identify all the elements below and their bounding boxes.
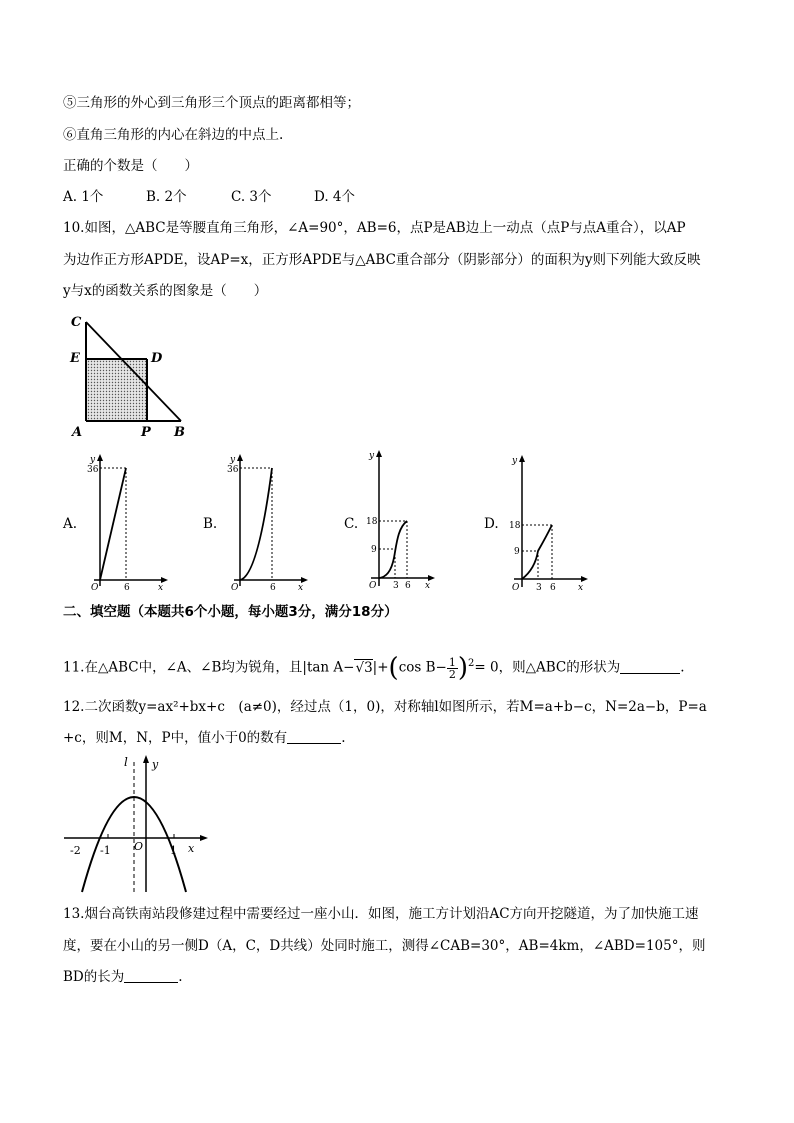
- tick-36: 36: [87, 465, 99, 475]
- axis-y-label: y: [90, 455, 96, 465]
- q9-option-d: D. 4个: [314, 189, 356, 205]
- axis-y-label: y: [369, 451, 375, 461]
- graph-label-c: C.: [344, 516, 359, 532]
- origin-label: O: [512, 583, 520, 593]
- fraction-half: [447, 657, 458, 680]
- tick-minus-2: -2: [70, 844, 81, 857]
- parabola-figure: [60, 752, 210, 898]
- tick-1: 1: [170, 844, 177, 857]
- axis-y-label: y: [152, 758, 159, 771]
- q11-prefix: 11.在△ABC中，∠A、∠B均为锐角，且|tan A−: [63, 659, 355, 676]
- graph-label-a: A.: [63, 516, 78, 532]
- q9-option-c: C. 3个: [231, 189, 272, 205]
- q13-period: .: [178, 969, 183, 985]
- tick-36: 36: [227, 465, 239, 475]
- q11-abs-close: |+: [372, 659, 389, 676]
- answer-blank[interactable]: [287, 731, 341, 744]
- shaded-region: [86, 359, 147, 421]
- axis-x-label: x: [425, 581, 431, 591]
- q13-line-1: 13.烟台高铁南站段修建过程中需要经过一座小山．如图，施工方计划沿AC方向开挖隧道，为了加快施工速: [63, 906, 699, 922]
- axis-y-label: y: [512, 456, 518, 466]
- graph-a: [86, 452, 168, 594]
- left-paren: (: [388, 653, 399, 683]
- axis-x-label: x: [158, 583, 164, 593]
- tick-6: 6: [550, 583, 556, 593]
- tick-3: 3: [536, 583, 542, 593]
- tick-minus-1: -1: [100, 844, 111, 857]
- q12-line-1: 12.二次函数y=ax²+bx+c (a≠0)，经过点（1，0)，对称轴l如图所示，若M=a+b−c，N=2a−b，P=a: [63, 699, 707, 715]
- tick-6: 6: [405, 581, 411, 591]
- axis-x-label: x: [188, 842, 195, 855]
- q12-period: .: [341, 730, 346, 746]
- fraction-numerator: 1: [448, 655, 456, 669]
- exponent: 2: [468, 658, 475, 669]
- tick-9: 9: [371, 545, 377, 555]
- graph-b: [226, 452, 308, 594]
- q12-text: +c，则M，N，P中，值小于0的数有: [63, 730, 288, 746]
- right-paren: ): [457, 653, 468, 683]
- graph-label-d: D.: [484, 516, 499, 532]
- label-b: B: [174, 425, 185, 440]
- answer-blank[interactable]: [124, 970, 178, 983]
- origin-label: O: [91, 583, 99, 593]
- q11: [63, 650, 685, 683]
- q11-period: .: [680, 659, 685, 676]
- statement-6: ⑥直角三角形的内心在斜边的中点上.: [63, 127, 284, 143]
- q11-cos: cos B−: [398, 659, 447, 676]
- origin-label: O: [369, 581, 377, 591]
- graph-label-b: B.: [203, 516, 218, 532]
- q10-line-1: 10.如图，△ABC是等腰直角三角形，∠A=90°，AB=6，点P是AB边上一动点（点P与点A重合），以AP: [63, 220, 686, 236]
- axis-y-label: y: [230, 455, 236, 465]
- label-e: E: [70, 351, 80, 366]
- q12-line-2: [63, 729, 345, 747]
- q9-option-a: A. 1个: [63, 189, 104, 205]
- origin-label: O: [134, 840, 144, 853]
- q10-line-2: 为边作正方形APDE，设AP=x，正方形APDE与△ABC重合部分（阴影部分）的面积为y则下列能大致反映: [63, 252, 701, 268]
- graph-d: [508, 453, 590, 594]
- tick-9: 9: [514, 547, 520, 557]
- tick-18: 18: [366, 517, 378, 527]
- q10-line-3: y与x的函数关系的图象是（ ）: [63, 283, 268, 299]
- q13-text: BD的长为: [63, 969, 125, 985]
- sqrt-three: √3: [355, 659, 373, 676]
- axis-of-symmetry-label: l: [124, 755, 128, 769]
- triangle-square-figure: [60, 312, 200, 440]
- label-a: A: [72, 425, 83, 440]
- tick-6: 6: [270, 583, 276, 593]
- axis-x-label: x: [578, 583, 584, 593]
- label-d: D: [151, 351, 163, 366]
- label-p: P: [141, 425, 151, 440]
- tick-6: 6: [124, 583, 130, 593]
- q9-prompt: 正确的个数是（ ）: [63, 158, 198, 174]
- tick-3: 3: [393, 581, 399, 591]
- section-heading: 二、填空题（本题共6个小题，每小题3分，满分18分）: [63, 604, 398, 620]
- answer-blank[interactable]: [620, 661, 680, 674]
- q13-line-3: [63, 968, 183, 986]
- axis-x-label: x: [298, 583, 304, 593]
- statement-5: ⑤三角形的外心到三角形三个顶点的距离都相等；: [63, 95, 360, 111]
- fraction-denominator: 2: [448, 667, 456, 681]
- tick-18: 18: [509, 521, 521, 531]
- label-c: C: [71, 315, 82, 330]
- origin-label: O: [231, 583, 239, 593]
- graph-c: [365, 448, 437, 594]
- q13-line-2: 度，要在小山的另一侧D（A，C，D共线）处同时施工，测得∠CAB=30°，AB=4km，∠ABD=105°，则: [63, 938, 706, 954]
- q11-postfix: = 0，则△ABC的形状为: [474, 659, 621, 676]
- q9-option-b: B. 2个: [146, 189, 187, 205]
